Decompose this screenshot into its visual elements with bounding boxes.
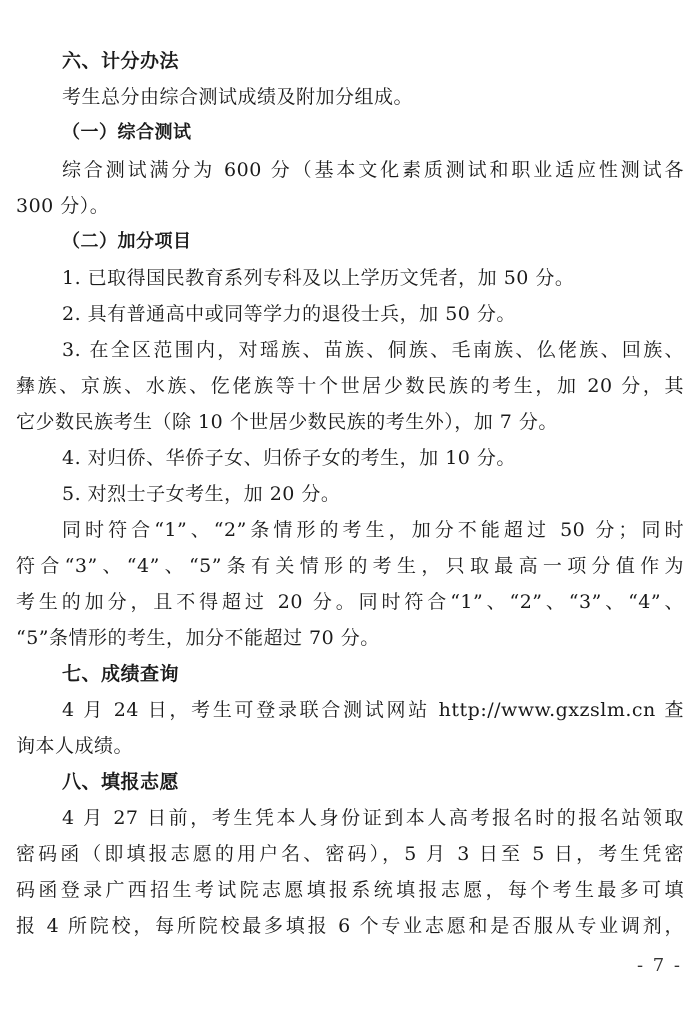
page-number: - 7 - [636,955,682,976]
subsection-1-line-2: 300 分）。 [16,195,110,217]
bonus-rule-line-1: 同时符合“1”、“2”条情形的考生，加分不能超过 50 分；同时 [62,519,684,541]
bonus-rule-line-2: 符合“3”、“4”、“5”条有关情形的考生，只取最高一项分值作为 [16,555,684,577]
subsection-1-line-1: 综合测试满分为 600 分（基本文化素质测试和职业适应性测试各 [62,159,684,181]
bonus-item-3-line-2: 彝族、京族、水族、仡佬族等十个世居少数民族的考生，加 20 分，其 [16,375,684,397]
bonus-item-3-line-3: 它少数民族考生（除 10 个世居少数民族的考生外），加 7 分。 [16,411,558,433]
bonus-item-5: 5. 对烈士子女考生，加 20 分。 [62,483,341,505]
section-8-line-2: 密码函（即填报志愿的用户名、密码），5 月 3 日至 5 日，考生凭密 [16,843,684,865]
section-8-line-4: 报 4 所院校，每所院校最多填报 6 个专业志愿和是否服从专业调剂， [16,915,684,937]
section-8-heading: 八、填报志愿 [62,771,180,793]
section-8-line-1: 4 月 27 日前，考生凭本人身份证到本人高考报名时的报名站领取 [62,807,684,829]
bonus-rule-line-3: 考生的加分，且不得超过 20 分。同时符合“1”、“2”、“3”、“4”、 [16,591,684,613]
section-7-line-2: 询本人成绩。 [16,735,134,757]
bonus-item-4: 4. 对归侨、华侨子女、归侨子女的考生，加 10 分。 [62,447,516,469]
bonus-item-2: 2. 具有普通高中或同等学力的退役士兵，加 50 分。 [62,303,516,325]
section-6-heading: 六、计分办法 [62,50,180,72]
bonus-item-3-line-1: 3. 在全区范围内，对瑶族、苗族、侗族、毛南族、仫佬族、回族、 [62,339,684,361]
section-6-intro: 考生总分由综合测试成绩及附加分组成。 [62,86,414,108]
bonus-rule-line-4: “5”条情形的考生，加分不能超过 70 分。 [16,627,380,649]
bonus-item-1: 1. 已取得国民教育系列专科及以上学历文凭者，加 50 分。 [62,267,575,289]
subsection-2-title: （二）加分项目 [62,231,192,252]
section-7-line-1: 4 月 24 日，考生可登录联合测试网站 http://www.gxzslm.cn 查 [62,699,684,721]
subsection-1-title: （一）综合测试 [62,122,192,143]
section-8-line-3: 码函登录广西招生考试院志愿填报系统填报志愿，每个考生最多可填 [16,879,684,901]
section-7-heading: 七、成绩查询 [62,663,180,685]
